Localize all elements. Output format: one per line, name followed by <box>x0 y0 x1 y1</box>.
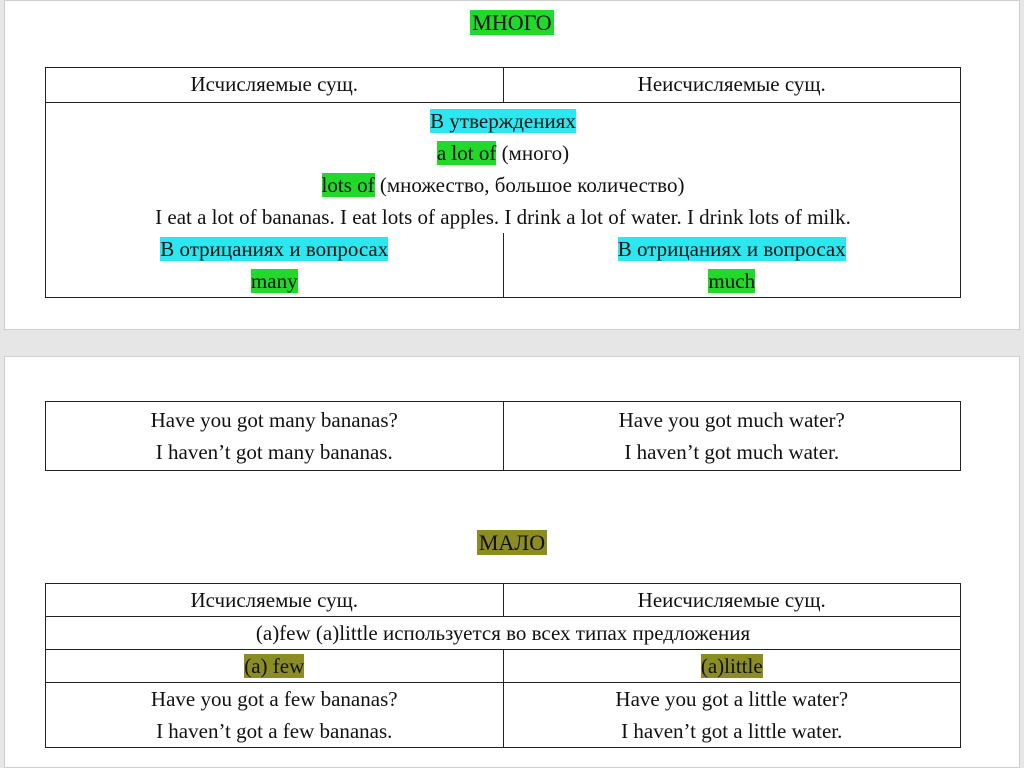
much-term: much <box>708 269 756 293</box>
a-lot-of-term: a lot of <box>436 141 497 165</box>
few-examples-cell <box>46 683 504 748</box>
affirmative-label: В утверждениях <box>430 109 576 133</box>
neg-q-label-left: В отрицаниях и вопросах <box>160 237 389 261</box>
header-countable: Исчисляемые сущ. <box>46 584 504 617</box>
much-question: Have you got much water? <box>618 408 845 432</box>
much-negative: I haven’t got much water. <box>624 440 840 464</box>
neg-q-countable <box>46 233 504 298</box>
neg-q-uncountable <box>503 233 961 298</box>
questions-table <box>45 401 961 471</box>
table-header-row <box>46 584 961 617</box>
section-title-few: МАЛО <box>478 530 546 555</box>
many-negative: I haven’t got many bananas. <box>155 440 393 464</box>
a-lot-of-gloss: (много) <box>496 141 570 165</box>
many-examples-cell <box>46 402 504 471</box>
top-page <box>4 0 1020 330</box>
lots-of-gloss: (множество, большое количество) <box>374 173 685 197</box>
a-little-cell <box>503 650 961 683</box>
many-table <box>45 67 961 298</box>
negative-question-row <box>46 233 961 298</box>
little-examples-cell <box>503 683 961 748</box>
terms-row <box>46 650 961 683</box>
a-few-term: (a) few <box>244 654 305 678</box>
section-title-many: МНОГО <box>472 10 552 35</box>
usage-note-row <box>46 617 961 650</box>
table-header-row <box>46 68 961 103</box>
little-question: Have you got a little water? <box>615 687 849 711</box>
table-row <box>46 402 961 471</box>
a-few-cell <box>46 650 504 683</box>
affirmative-row <box>46 103 961 234</box>
affirmative-cell <box>46 103 961 234</box>
little-negative: I haven’t got a little water. <box>621 719 843 743</box>
many-term: many <box>250 269 298 293</box>
neg-q-label-right: В отрицаниях и вопросах <box>617 237 846 261</box>
few-negative: I haven’t got a few bananas. <box>156 719 393 743</box>
few-table <box>45 583 961 748</box>
lots-of-term: lots of <box>321 173 375 197</box>
affirmative-example: I eat a lot of bananas. I eat lots of apples. I drink a lot of water. I drink lots of milk. <box>155 205 851 229</box>
few-question: Have you got a few bananas? <box>150 687 398 711</box>
bottom-page <box>4 356 1020 768</box>
much-examples-cell <box>503 402 961 471</box>
many-question: Have you got many bananas? <box>150 408 398 432</box>
usage-note: (a)few (a)little используется во всех типах предложения <box>46 617 961 650</box>
a-little-term: (a)little <box>700 654 763 678</box>
header-uncountable: Неисчисляемые сущ. <box>503 68 961 103</box>
header-countable: Исчисляемые сущ. <box>46 68 504 103</box>
examples-row <box>46 683 961 748</box>
header-uncountable: Неисчисляемые сущ. <box>503 584 961 617</box>
